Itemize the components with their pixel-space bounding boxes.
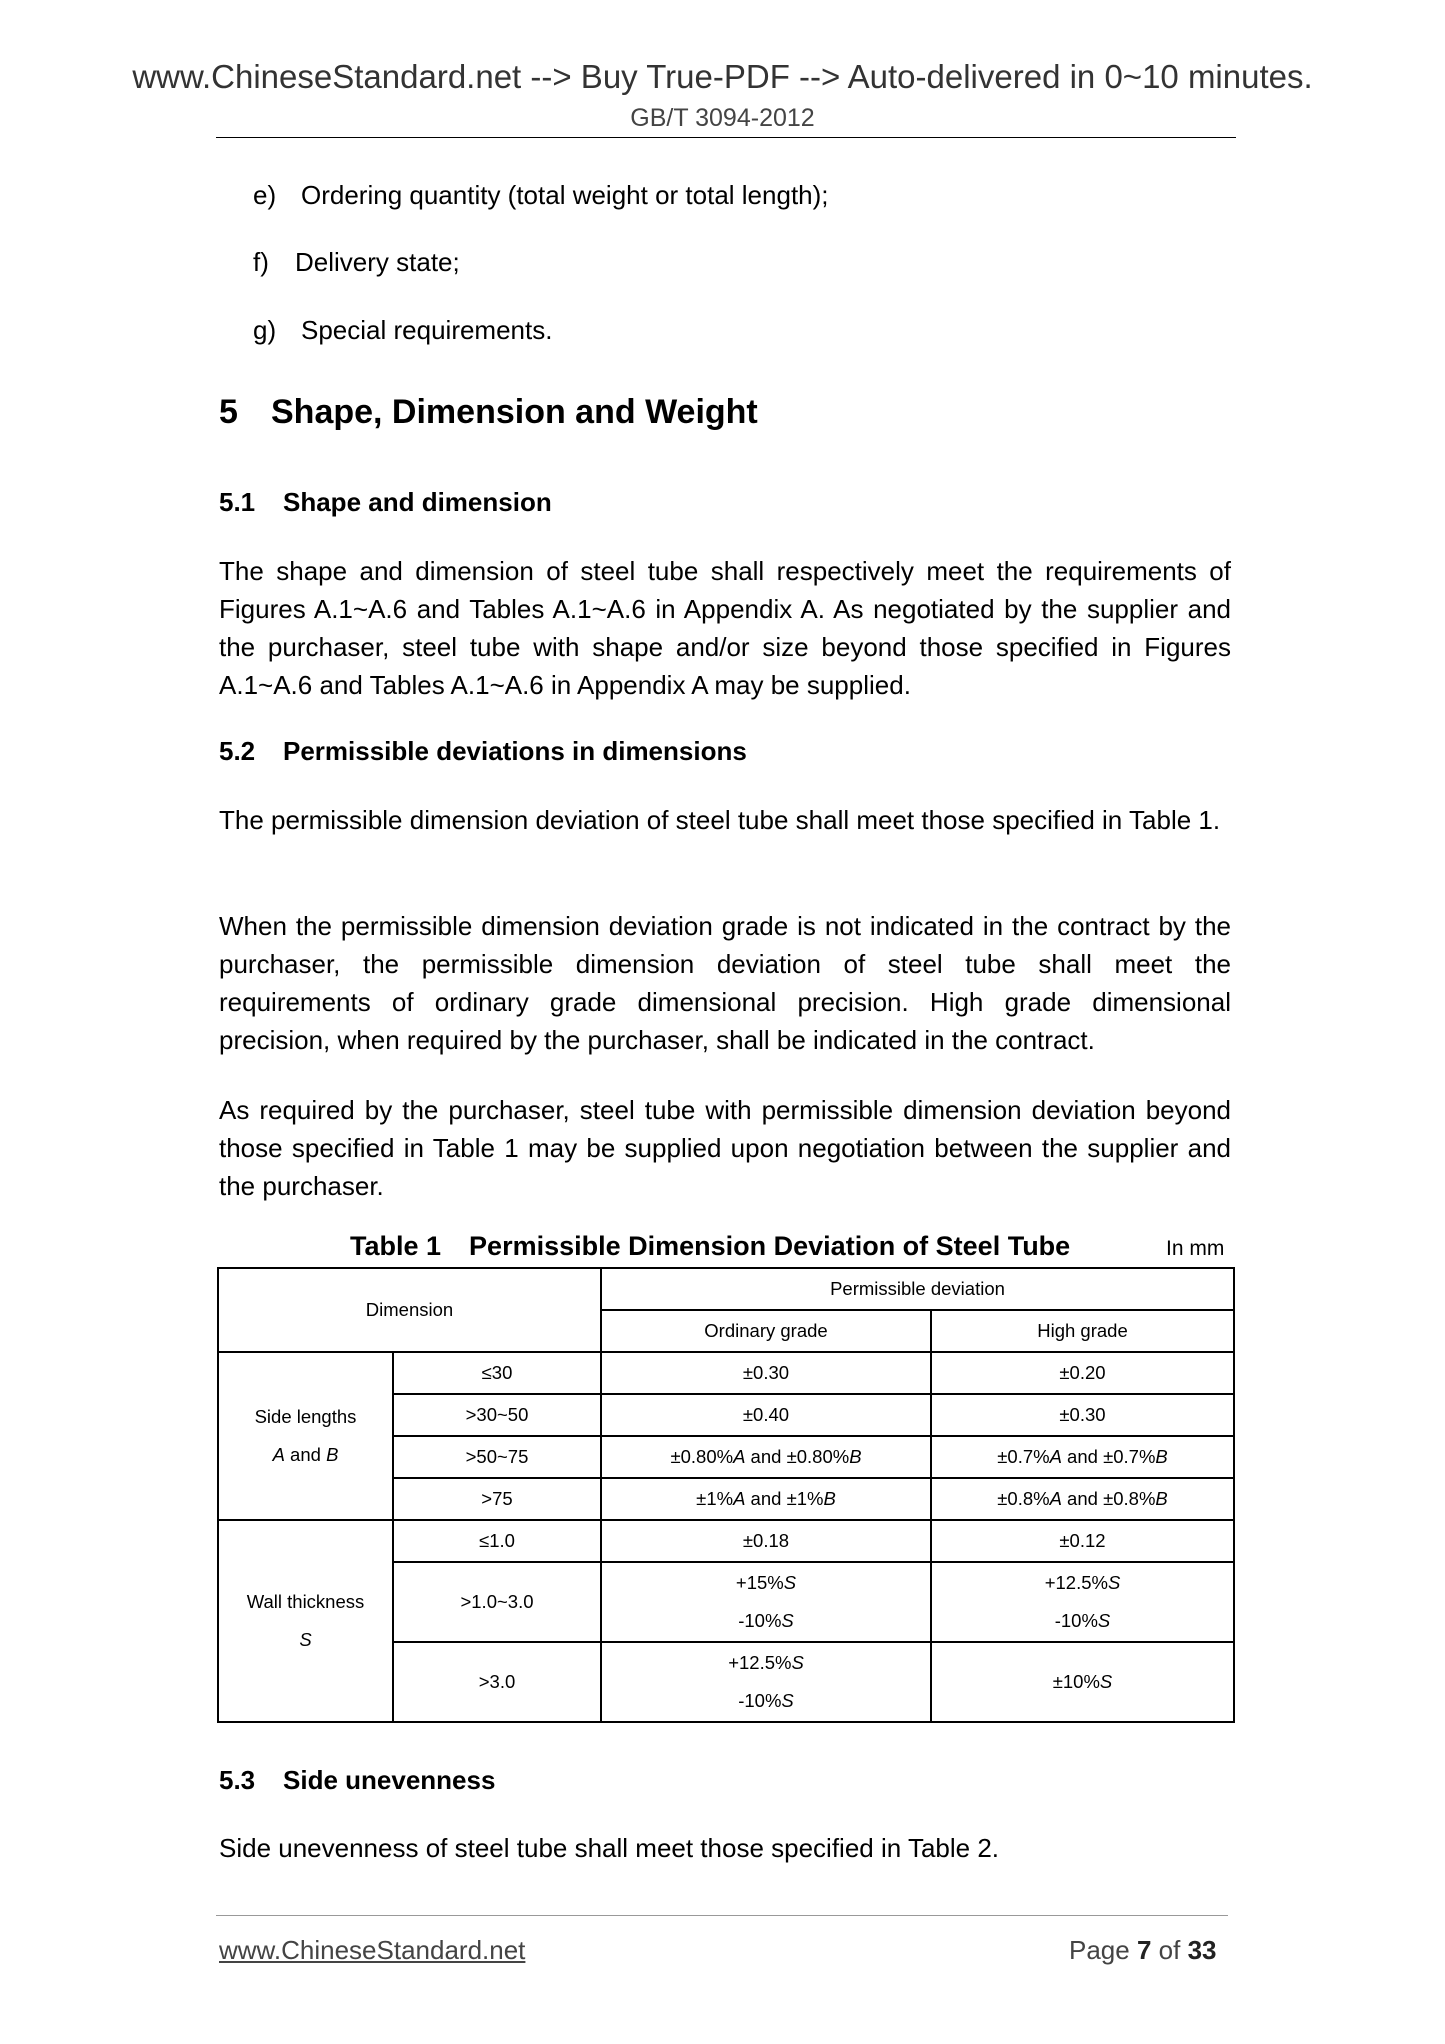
- subsection-number: 5.1: [219, 487, 256, 517]
- group-label: Side lengths: [254, 1406, 357, 1427]
- paragraph: The shape and dimension of steel tube shall respectively meet the requirements of Figures A.1~A.6 and Tables A.1~A.6 in Appendix A. As negotiated by the supplier and the purchaser, steel tube with shape and/or size beyond those specified in Figures A.1~A.6 and Tables A.1~A.6 in Appendix A may be supplied.: [219, 556, 1231, 700]
- table-row: [218, 1352, 1234, 1394]
- ordinary-cell: ±0.18: [601, 1520, 931, 1562]
- header-ordinary: Ordinary grade: [601, 1310, 931, 1352]
- list-item-text: Ordering quantity (total weight or total length);: [301, 180, 829, 210]
- group-label-symbols: A and B: [272, 1444, 339, 1465]
- subsection-heading: [219, 736, 747, 767]
- page-total: 33: [1187, 1935, 1217, 1965]
- high-cell: ±0.20: [931, 1352, 1234, 1394]
- page-number: 7: [1136, 1935, 1152, 1965]
- footer-site-link[interactable]: www.ChineseStandard.net: [219, 1935, 526, 1965]
- list-item-text: Special requirements.: [301, 315, 553, 345]
- ordinary-cell: ±0.80%A and ±0.80%B: [601, 1436, 931, 1478]
- header-permissible: Permissible deviation: [601, 1268, 1234, 1310]
- subsection-title: Permissible deviations in dimensions: [283, 736, 747, 766]
- standard-code: GB/T 3094-2012: [630, 104, 815, 132]
- list-item: [253, 247, 460, 278]
- range-cell: >1.0~3.0: [393, 1562, 601, 1642]
- section-title: Shape, Dimension and Weight: [271, 393, 758, 431]
- list-item: [253, 180, 829, 211]
- high-cell: ±0.8%A and ±0.8%B: [931, 1478, 1234, 1520]
- subsection-title: Shape and dimension: [283, 487, 552, 517]
- ordinary-cell: +15%S -10%S: [601, 1562, 931, 1642]
- section-heading: [219, 393, 758, 432]
- group-label-symbol: S: [299, 1629, 312, 1650]
- page-indicator: Page 7 of 33: [1069, 1935, 1217, 1965]
- list-item: [253, 315, 552, 346]
- table-caption: [350, 1231, 1070, 1262]
- subsection-title: Side unevenness: [283, 1765, 496, 1795]
- footer-divider: [216, 1915, 1228, 1916]
- range-cell: ≤30: [393, 1352, 601, 1394]
- group-wall-thickness: [218, 1520, 393, 1722]
- high-cell: ±0.12: [931, 1520, 1234, 1562]
- header-divider: [216, 137, 1236, 138]
- paragraph: When the permissible dimension deviation grade is not indicated in the contract by the purchaser, the permissible dimension deviation of steel tube shall meet the requirements of ordinary grade dimensional precision. High grade dimensional precision, when required by the purchaser, shall be indicated in the contract.: [219, 911, 1231, 1055]
- ordinary-cell: ±0.30: [601, 1352, 931, 1394]
- header-high: High grade: [931, 1310, 1234, 1352]
- range-cell: >50~75: [393, 1436, 601, 1478]
- high-cell: +12.5%S -10%S: [931, 1562, 1234, 1642]
- list-item-label: g): [253, 315, 277, 345]
- high-cell: ±10%S: [931, 1642, 1234, 1722]
- list-item-text: Delivery state;: [295, 247, 460, 277]
- deviation-table: [217, 1267, 1235, 1723]
- subsection-number: 5.3: [219, 1765, 256, 1795]
- subsection-number: 5.2: [219, 736, 256, 766]
- high-cell: ±0.7%A and ±0.7%B: [931, 1436, 1234, 1478]
- range-cell: >75: [393, 1478, 601, 1520]
- group-label: Wall thickness: [246, 1591, 365, 1612]
- ordinary-cell: +12.5%S -10%S: [601, 1642, 931, 1722]
- high-cell: ±0.30: [931, 1394, 1234, 1436]
- header-banner: www.ChineseStandard.net --> Buy True-PDF --> Auto-delivered in 0~10 minutes.: [132, 58, 1313, 95]
- table-number: Table 1: [350, 1231, 442, 1261]
- paragraph: The permissible dimension deviation of steel tube shall meet those specified in Table 1.: [219, 805, 1221, 835]
- range-cell: >3.0: [393, 1642, 601, 1722]
- paragraph: As required by the purchaser, steel tube with permissible dimension deviation beyond those specified in Table 1 may be supplied upon negotiation between the supplier and the purchaser.: [219, 1095, 1231, 1201]
- range-cell: ≤1.0: [393, 1520, 601, 1562]
- table-unit: In mm: [1166, 1237, 1225, 1260]
- list-item-label: f): [253, 247, 269, 277]
- group-side-lengths: [218, 1352, 393, 1520]
- table-header-row: [218, 1268, 1234, 1310]
- header-dimension: Dimension: [218, 1268, 601, 1352]
- paragraph: Side unevenness of steel tube shall meet those specified in Table 2.: [219, 1833, 1000, 1863]
- ordinary-cell: ±1%A and ±1%B: [601, 1478, 931, 1520]
- subsection-heading: [219, 1765, 495, 1796]
- ordinary-cell: ±0.40: [601, 1394, 931, 1436]
- section-number: 5: [219, 393, 238, 431]
- table-row: [218, 1520, 1234, 1562]
- list-item-label: e): [253, 180, 277, 210]
- subsection-heading: [219, 487, 552, 518]
- range-cell: >30~50: [393, 1394, 601, 1436]
- table-title: Permissible Dimension Deviation of Steel Tube: [469, 1231, 1071, 1261]
